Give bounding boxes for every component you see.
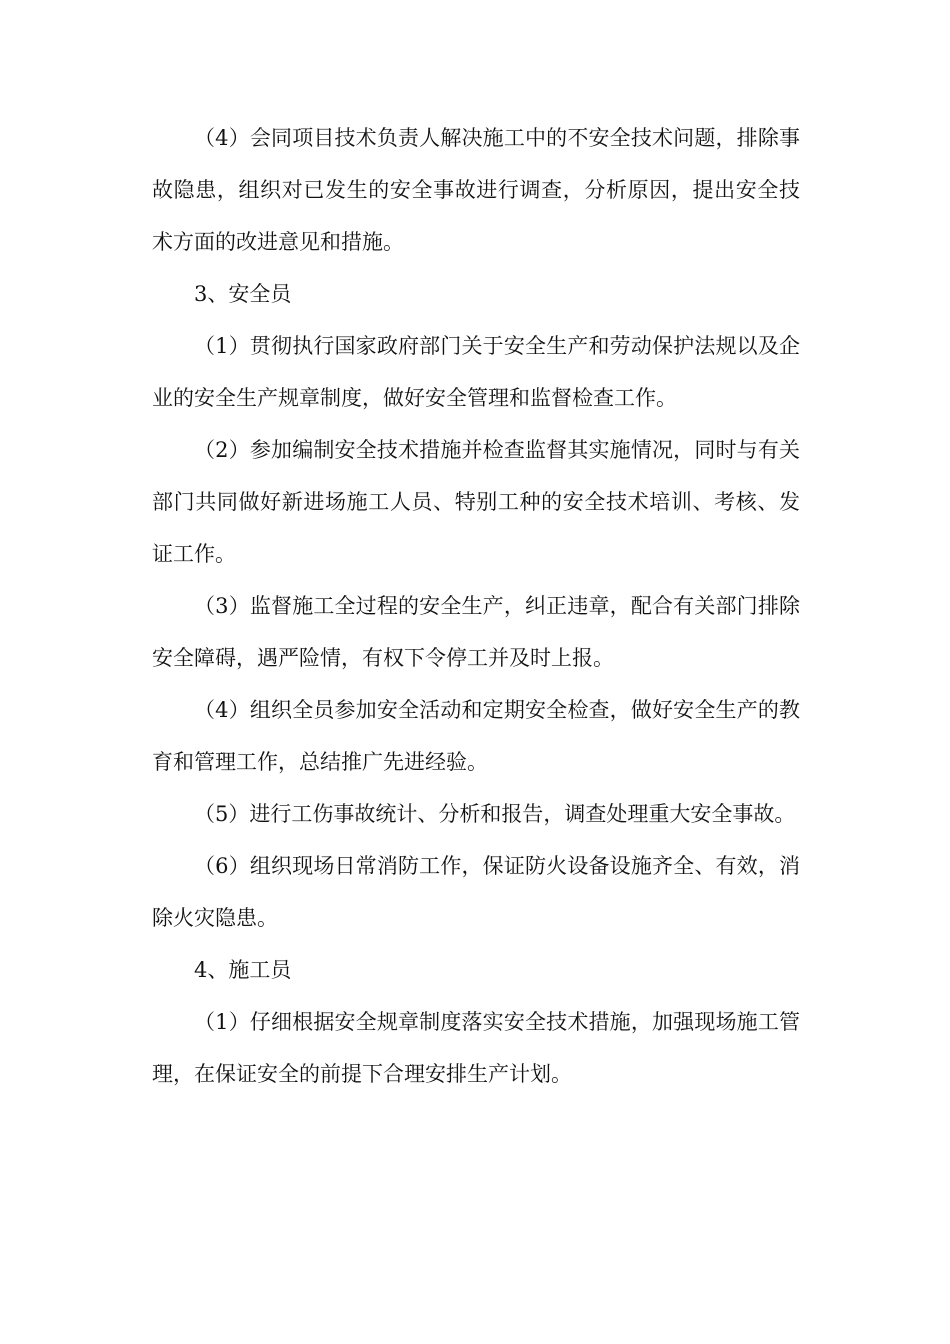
- document-body: [152, 112, 800, 1100]
- paragraph-safety-officer-5: （5）进行工伤事故统计、分析和报告，调查处理重大安全事故。: [194, 802, 796, 826]
- paragraph-construction-worker-1: （1）仔细根据安全规章制度落实安全技术措施，加强现场施工管理，在保证安全的前提下合理安排生产计划。: [152, 1010, 800, 1086]
- paragraph-safety-officer-3: （3）监督施工全过程的安全生产，纠正违章，配合有关部门排除安全障碍，遇严险情，有权下令停工并及时上报。: [152, 594, 800, 670]
- section-heading-safety-officer: 3、安全员: [194, 282, 292, 306]
- paragraph-item-4-tech-lead: （4）会同项目技术负责人解决施工中的不安全技术问题，排除事故隐患，组织对已发生的安全事故进行调查，分析原因，提出安全技术方面的改进意见和措施。: [152, 126, 800, 254]
- paragraph-safety-officer-2: （2）参加编制安全技术措施并检查监督其实施情况，同时与有关部门共同做好新进场施工人员、特别工种的安全技术培训、考核、发证工作。: [152, 438, 800, 566]
- paragraph-safety-officer-6: （6）组织现场日常消防工作，保证防火设备设施齐全、有效，消除火灾隐患。: [152, 854, 800, 930]
- paragraph-safety-officer-1: （1）贯彻执行国家政府部门关于安全生产和劳动保护法规以及企业的安全生产规章制度，做好安全管理和监督检查工作。: [152, 334, 800, 410]
- paragraph-safety-officer-4: （4）组织全员参加安全活动和定期安全检查，做好安全生产的教育和管理工作，总结推广先进经验。: [152, 698, 800, 774]
- section-heading-construction-worker: 4、施工员: [194, 958, 292, 982]
